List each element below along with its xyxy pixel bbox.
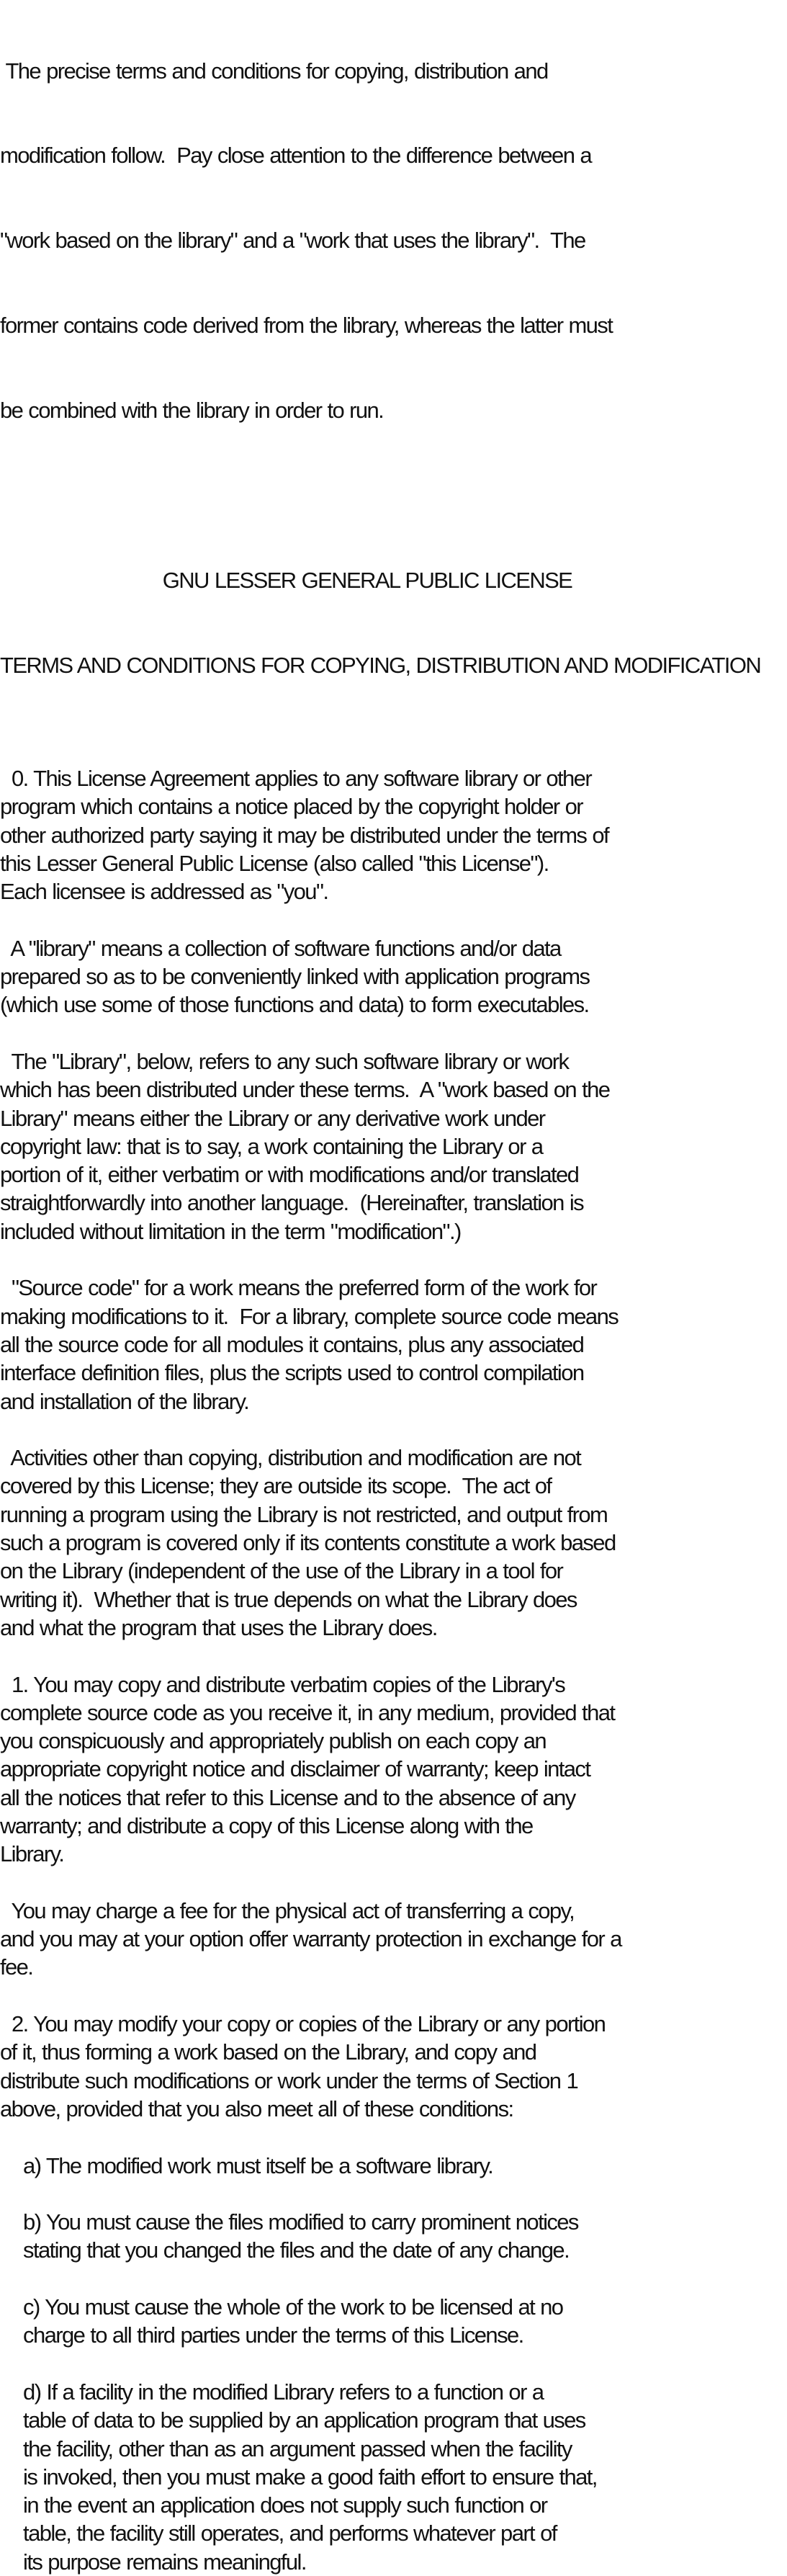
license-paragraph bbox=[0, 1897, 787, 1982]
license-sections bbox=[0, 764, 787, 2576]
license-paragraph bbox=[0, 1671, 787, 1869]
text-line: Activities other than copying, distribution and modification are not bbox=[0, 1445, 581, 1471]
text-line: Library" means either the Library or any derivative work under bbox=[0, 1105, 545, 1131]
license-paragraph bbox=[0, 934, 787, 1019]
license-paragraph bbox=[0, 1047, 787, 1245]
text-line: c) You must cause the whole of the work to be licensed at no bbox=[0, 2294, 563, 2320]
text-line: "Source code" for a work means the preferred form of the work for bbox=[0, 1275, 597, 1301]
text-line: 2. You may modify your copy or copies of the Library or any portion bbox=[0, 2011, 606, 2037]
text-line: 1. You may copy and distribute verbatim copies of the Library's bbox=[0, 1671, 565, 1697]
text-line: running a program using the Library is not restricted, and output from bbox=[0, 1501, 608, 1527]
paragraph-gap bbox=[0, 481, 787, 509]
text-line: on the Library (independent of the use of the Library in a tool for bbox=[0, 1558, 563, 1584]
license-subtitle: TERMS AND CONDITIONS FOR COPYING, DISTRIBUTION AND MODIFICATION bbox=[0, 652, 761, 678]
text-line: 0. This License Agreement applies to any software library or other bbox=[0, 766, 592, 792]
text-line: table, the facility still operates, and performs whatever part of bbox=[0, 2521, 557, 2546]
license-paragraph bbox=[0, 2378, 787, 2576]
text-line: portion of it, either verbatim or with modifications and/or translated bbox=[0, 1162, 579, 1188]
text-line: You may charge a fee for the physical act of transferring a copy, bbox=[0, 1897, 575, 1923]
text-line: A "library" means a collection of software functions and/or data bbox=[0, 935, 561, 961]
license-paragraph bbox=[0, 2010, 787, 2123]
paragraph-gap bbox=[0, 2265, 787, 2293]
text-line: this Lesser General Public License (also called "this License"). bbox=[0, 850, 549, 876]
text-line: above, provided that you also meet all of these conditions: bbox=[0, 2096, 513, 2121]
text-line: of it, thus forming a work based on the Library, and copy and bbox=[0, 2039, 536, 2065]
paragraph-gap bbox=[0, 1982, 787, 2010]
text-line: its purpose remains meaningful. bbox=[0, 2549, 306, 2575]
paragraph-gap bbox=[0, 1019, 787, 1047]
text-line: former contains code derived from the library, whereas the latter must bbox=[0, 313, 613, 339]
text-line: interface definition files, plus the scripts used to control compilation bbox=[0, 1360, 584, 1386]
text-line: modification follow. Pay close attention to the difference between a bbox=[0, 143, 591, 169]
text-line: table of data to be supplied by an application program that uses bbox=[0, 2407, 585, 2433]
text-line: and installation of the library. bbox=[0, 1388, 249, 1414]
text-line: which has been distributed under these terms. A "work based on the bbox=[0, 1077, 610, 1103]
text-line: the facility, other than as an argument passed when the facility bbox=[0, 2436, 572, 2461]
text-line: covered by this License; they are outside its scope. The act of bbox=[0, 1473, 552, 1499]
text-line: charge to all third parties under the terms of this License. bbox=[0, 2322, 523, 2348]
license-paragraph bbox=[0, 2293, 787, 2350]
text-line: (which use some of those functions and data) to form executables. bbox=[0, 992, 589, 1018]
text-line: be combined with the library in order to run. bbox=[0, 398, 384, 424]
license-heading bbox=[0, 509, 761, 735]
text-line: you conspicuously and appropriately publish on each copy an bbox=[0, 1728, 547, 1754]
text-line: such a program is covered only if its contents constitute a work based bbox=[0, 1530, 616, 1556]
text-line: Library. bbox=[0, 1841, 64, 1867]
text-line: The "Library", below, refers to any such software library or work bbox=[0, 1048, 569, 1074]
license-paragraph bbox=[0, 1444, 787, 1642]
text-line: d) If a facility in the modified Library refers to a function or a bbox=[0, 2379, 544, 2405]
paragraph-gap bbox=[0, 736, 787, 764]
text-line: copyright law: that is to say, a work containing the Library or a bbox=[0, 1133, 543, 1159]
paragraph-gap bbox=[0, 2350, 787, 2378]
text-line: prepared so as to be conveniently linked with application programs bbox=[0, 964, 590, 990]
paragraph-gap bbox=[0, 906, 787, 934]
text-line: b) You must cause the files modified to carry prominent notices bbox=[0, 2209, 578, 2235]
license-paragraph bbox=[0, 764, 787, 905]
text-line: The precise terms and conditions for copying, distribution and bbox=[0, 58, 548, 84]
text-line: "work based on the library" and a "work that uses the library". The bbox=[0, 228, 585, 254]
paragraph-gap bbox=[0, 1642, 787, 1670]
paragraph-gap bbox=[0, 1245, 787, 1274]
paragraph-gap bbox=[0, 2123, 787, 2151]
text-line: and what the program that uses the Library does. bbox=[0, 1614, 437, 1640]
text-line: Each licensee is addressed as "you". bbox=[0, 879, 328, 905]
text-line: is invoked, then you must make a good faith effort to ensure that, bbox=[0, 2464, 597, 2490]
text-line: complete source code as you receive it, in any medium, provided that bbox=[0, 1699, 615, 1725]
license-title: GNU LESSER GENERAL PUBLIC LICENSE bbox=[162, 567, 572, 593]
text-line: warranty; and distribute a copy of this License along with the bbox=[0, 1813, 533, 1838]
text-line: writing it). Whether that is true depends on what the Library does bbox=[0, 1586, 577, 1612]
text-line: fee. bbox=[0, 1954, 33, 1980]
paragraph-gap bbox=[0, 1869, 787, 1897]
paragraph-gap bbox=[0, 1416, 787, 1444]
text-line: straightforwardly into another language. (Hereinafter, translation is bbox=[0, 1190, 584, 1216]
text-line: other authorized party saying it may be distributed under the terms of bbox=[0, 822, 609, 848]
text-line: program which contains a notice placed by the copyright holder or bbox=[0, 794, 583, 820]
license-paragraph bbox=[0, 2208, 787, 2265]
intro-paragraph bbox=[0, 0, 787, 481]
license-paragraph bbox=[0, 2152, 787, 2180]
text-line: all the notices that refer to this License and to the absence of any bbox=[0, 1784, 575, 1810]
text-line: distribute such modifications or work under the terms of Section 1 bbox=[0, 2067, 578, 2093]
text-line: a) The modified work must itself be a software library. bbox=[0, 2152, 493, 2178]
text-line: included without limitation in the term "modification".) bbox=[0, 1218, 461, 1244]
text-line: making modifications to it. For a library, complete source code means bbox=[0, 1303, 619, 1329]
license-paragraph bbox=[0, 1274, 787, 1415]
text-line: in the event an application does not supply such function or bbox=[0, 2492, 547, 2518]
text-line: stating that you changed the files and the date of any change. bbox=[0, 2237, 570, 2263]
text-line: appropriate copyright notice and disclaimer of warranty; keep intact bbox=[0, 1756, 590, 1782]
paragraph-gap bbox=[0, 2180, 787, 2208]
text-line: all the source code for all modules it contains, plus any associated bbox=[0, 1331, 584, 1357]
text-line: and you may at your option offer warranty protection in exchange for a bbox=[0, 1926, 621, 1952]
